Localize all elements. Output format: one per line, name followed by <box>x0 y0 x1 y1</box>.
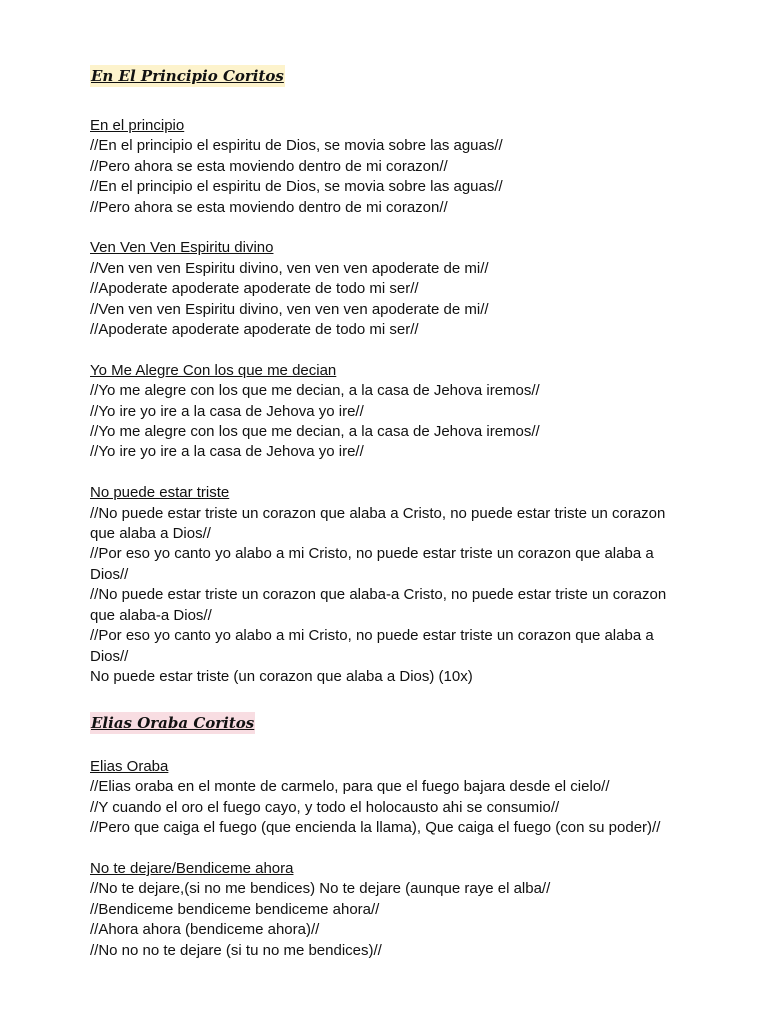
song-title: No te dejare/Bendiceme ahora <box>90 860 294 878</box>
lyric-line: //En el principio el espiritu de Dios, se movia sobre las aguas// <box>90 137 503 155</box>
lyric-line: //Ven ven ven Espiritu divino, ven ven ven apoderate de mi// <box>90 300 489 318</box>
lyric-line: //Yo me alegre con los que me decian, a la casa de Jehova iremos// <box>90 382 540 400</box>
lyric-line: que alaba-a Dios// <box>90 606 212 624</box>
section-elias-oraba <box>90 757 690 961</box>
lyric-line: //Pero ahora se esta moviendo dentro de mi corazon// <box>90 157 448 175</box>
song-yo-me-alegre <box>90 361 690 463</box>
lyric-line: //Elias oraba en el monte de carmelo, para que el fuego bajara desde el cielo// <box>90 778 610 796</box>
lyric-line: //Apoderate apoderate apoderate de todo mi ser// <box>90 280 419 298</box>
lyric-line: //Apoderate apoderate apoderate de todo mi ser// <box>90 321 419 339</box>
lyric-line: //Yo me alegre con los que me decian, a la casa de Jehova iremos// <box>90 423 540 441</box>
song-no-puede-estar-triste <box>90 483 690 687</box>
lyric-line: Dios// <box>90 565 129 583</box>
song-ven-ven-ven <box>90 238 690 340</box>
lyric-line: //Por eso yo canto yo alabo a mi Cristo, no puede estar triste un corazon que alaba a <box>90 545 654 563</box>
lyric-line: //No puede estar triste un corazon que alaba a Cristo, no puede estar triste un corazon <box>90 504 666 522</box>
lyric-line: //Por eso yo canto yo alabo a mi Cristo, no puede estar triste un corazon que alaba a <box>90 627 654 645</box>
lyric-line: //No te dejare,(si no me bendices) No te dejare (aunque raye el alba// <box>90 880 551 898</box>
lyric-line: //Pero ahora se esta moviendo dentro de mi corazon// <box>90 198 448 216</box>
lyric-line: //En el principio el espiritu de Dios, se movia sobre las aguas// <box>90 178 503 196</box>
lyric-line: //Yo ire yo ire a la casa de Jehova yo ire// <box>90 443 364 461</box>
section-en-el-principio <box>90 116 690 687</box>
song-title: No puede estar triste <box>90 484 230 502</box>
section-heading-elias-oraba: Elias Oraba Coritos <box>91 714 255 732</box>
section-heading-en-el-principio: En El Principio Coritos <box>91 67 284 85</box>
lyric-line: que alaba a Dios// <box>90 525 211 543</box>
song-no-te-dejare <box>90 859 690 961</box>
song-title: Ven Ven Ven Espiritu divino <box>90 239 274 257</box>
lyric-line: No puede estar triste (un corazon que alaba a Dios) (10x) <box>90 667 473 685</box>
song-en-el-principio <box>90 116 690 218</box>
song-title: Elias Oraba <box>90 758 169 775</box>
song-title: En el principio <box>90 117 185 134</box>
lyric-line: //Ven ven ven Espiritu divino, ven ven ven apoderate de mi// <box>90 259 489 277</box>
lyric-line: //Pero que caiga el fuego (que encienda la llama), Que caiga el fuego (con su poder)// <box>90 819 661 837</box>
lyric-line: //No no no te dejare (si tu no me bendices)// <box>90 941 382 959</box>
lyric-line: //No puede estar triste un corazon que alaba-a Cristo, no puede estar triste un corazon <box>90 586 667 604</box>
song-elias-oraba <box>90 757 690 839</box>
lyric-line: //Bendiceme bendiceme bendiceme ahora// <box>90 900 380 918</box>
song-title: Yo Me Alegre Con los que me decian <box>90 361 337 379</box>
lyric-line: Dios// <box>90 647 129 665</box>
lyric-line: //Yo ire yo ire a la casa de Jehova yo ire// <box>90 402 364 420</box>
lyric-line: //Y cuando el oro el fuego cayo, y todo el holocausto ahi se consumio// <box>90 798 560 816</box>
lyric-line: //Ahora ahora (bendiceme ahora)// <box>90 921 320 939</box>
